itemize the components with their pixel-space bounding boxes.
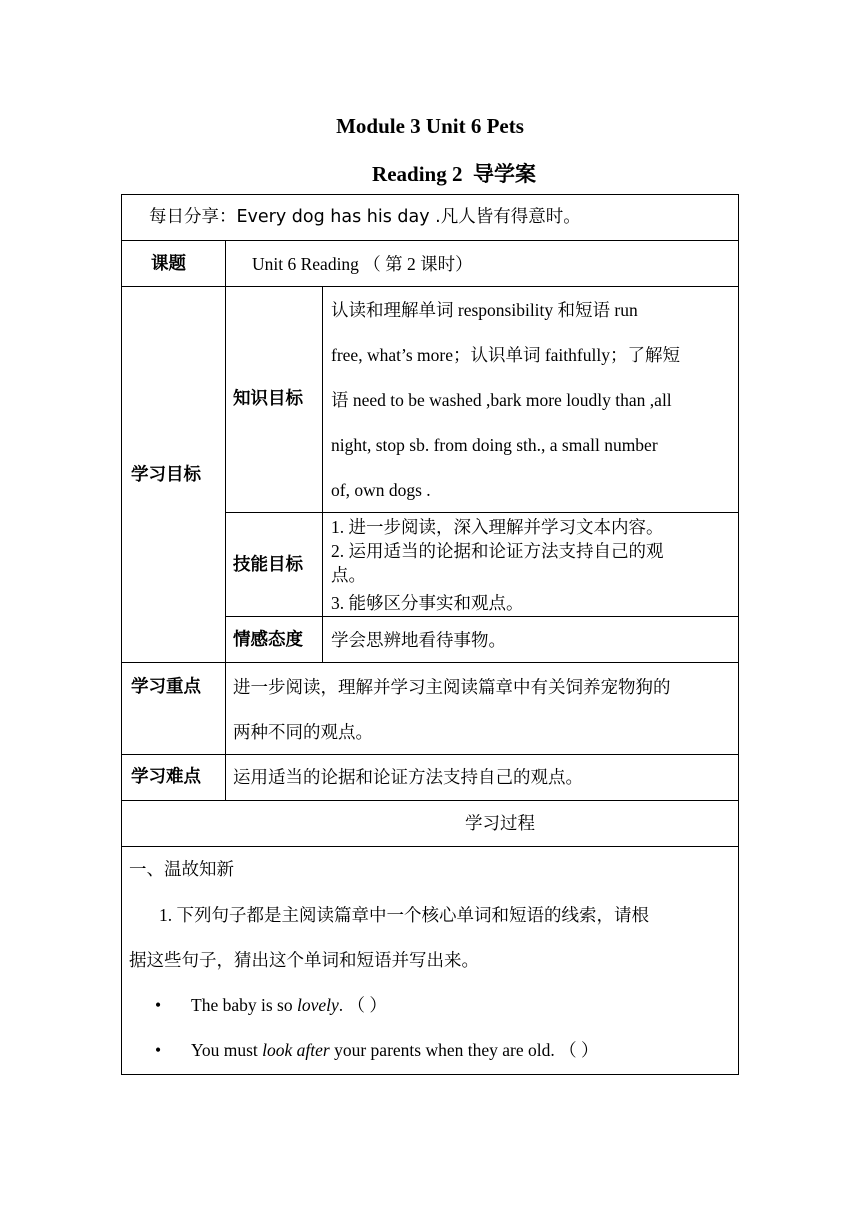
bullet-blank: your parents when they are old. （ ） xyxy=(329,1040,599,1060)
knowledge-line: 认读和理解单词 responsibility 和短语 run xyxy=(331,300,638,320)
key-points-label: 学习重点 xyxy=(131,677,201,697)
knowledge-line: night, stop sb. from doing sth., a small number xyxy=(331,435,658,455)
section-title: 一、温故知新 xyxy=(129,859,234,879)
bullet-text: The baby is so xyxy=(191,995,297,1015)
row-divider xyxy=(121,846,739,847)
skills-line: 2. 运用适当的论据和论证方法支持自己的观 xyxy=(331,541,664,561)
bullet-icon: • xyxy=(155,1040,162,1060)
bullet-keyword: lovely xyxy=(296,995,339,1015)
topic-value: Unit 6 Reading （ 第 2 课时） xyxy=(252,254,473,274)
row-divider xyxy=(121,800,739,801)
row-divider xyxy=(225,512,739,513)
column-divider xyxy=(322,286,323,662)
knowledge-label: 知识目标 xyxy=(233,389,303,409)
instruction-line: 1. 下列句子都是主阅读篇章中一个核心单词和短语的线索，请根 xyxy=(159,905,649,925)
row-divider xyxy=(121,662,739,663)
column-divider xyxy=(225,240,226,800)
bullet-blank: . （ ） xyxy=(338,995,387,1015)
table-border-right xyxy=(738,194,739,1075)
table-border-left xyxy=(121,194,122,1075)
row-divider xyxy=(121,240,739,241)
attitude-value: 学会思辨地看待事物。 xyxy=(331,630,506,650)
daily-share: 每日分享：Every dog has his day .凡人皆有得意时。 xyxy=(149,207,581,227)
subtitle-reading: Reading 2 xyxy=(372,162,463,186)
knowledge-line: free, what’s more；认识单词 faithfully；了解短 xyxy=(331,345,680,365)
row-divider xyxy=(121,754,739,755)
bullet-icon: • xyxy=(155,995,162,1015)
list-item xyxy=(191,1039,598,1061)
document-subtitle xyxy=(24,158,860,188)
row-divider xyxy=(225,616,739,617)
skills-label: 技能目标 xyxy=(233,555,303,575)
key-points-line: 两种不同的观点。 xyxy=(233,722,373,742)
row-divider xyxy=(121,286,739,287)
list-item xyxy=(191,994,387,1016)
knowledge-line: of, own dogs . xyxy=(331,480,431,500)
difficult-points-value: 运用适当的论据和论证方法支持自己的观点。 xyxy=(233,767,583,787)
process-header: 学习过程 xyxy=(465,813,535,833)
difficult-points-label: 学习难点 xyxy=(131,767,201,787)
study-guide-table xyxy=(121,194,739,1074)
skills-line: 3. 能够区分事实和观点。 xyxy=(331,593,524,613)
knowledge-line: 语 need to be washed ,bark more loudly than ,all xyxy=(331,390,672,410)
topic-label: 课题 xyxy=(151,254,186,274)
bullet-keyword: look after xyxy=(262,1040,330,1060)
table-border-top xyxy=(121,194,739,195)
skills-line: 点。 xyxy=(331,565,366,585)
objectives-label: 学习目标 xyxy=(131,465,201,485)
subtitle-guide: 导学案 xyxy=(472,162,536,186)
attitude-label: 情感态度 xyxy=(233,630,303,650)
instruction-line: 据这些句子，猜出这个单词和短语并写出来。 xyxy=(129,950,479,970)
document-title: Module 3 Unit 6 Pets xyxy=(336,114,524,138)
key-points-line: 进一步阅读，理解并学习主阅读篇章中有关饲养宠物狗的 xyxy=(233,677,671,697)
table-border-bottom xyxy=(121,1074,739,1075)
skills-line: 1. 进一步阅读，深入理解并学习文本内容。 xyxy=(331,517,664,537)
bullet-text: You must xyxy=(191,1040,263,1060)
